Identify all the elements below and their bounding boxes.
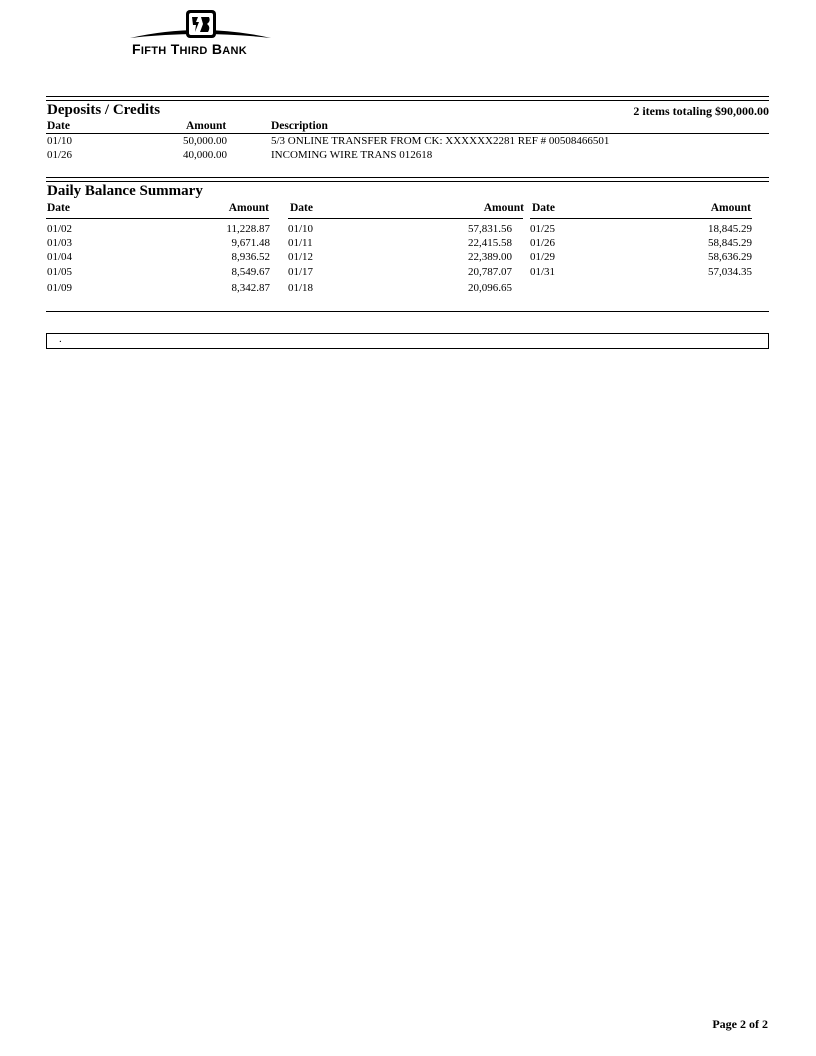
- table-row: [0, 149, 816, 163]
- balance-amount: 57,831.56: [468, 223, 512, 235]
- fifth-third-logo: [128, 8, 273, 58]
- balance-header-amount: Amount: [483, 202, 524, 214]
- balance-amount: 8,549.67: [231, 266, 270, 278]
- message-box: [46, 333, 769, 349]
- balance-date: 01/09: [47, 282, 73, 294]
- deposit-date: 01/26: [47, 149, 73, 161]
- balance-amount: 11,228.87: [226, 223, 270, 235]
- deposits-summary: 2 items totaling $90,000.00: [633, 104, 769, 118]
- balance-date: 01/03: [47, 237, 73, 249]
- deposit-amount: 50,000.00: [183, 135, 227, 147]
- page-number: Page 2 of 2: [712, 1017, 768, 1031]
- balance-date: 01/31: [530, 266, 556, 278]
- header-underline: [288, 218, 523, 219]
- table-row: [0, 135, 816, 149]
- balance-amount: 22,415.58: [468, 237, 512, 249]
- balance-date: 01/26: [530, 237, 556, 249]
- daily-balance-title: Daily Balance Summary: [47, 183, 203, 199]
- balance-date: 01/10: [288, 223, 314, 235]
- balance-amount: 8,936.52: [231, 251, 270, 263]
- balance-amount: 58,845.29: [708, 237, 752, 249]
- balance-header-date: Date: [47, 202, 70, 214]
- deposit-description: INCOMING WIRE TRANS 012618: [271, 149, 433, 161]
- balance-date: 01/18: [288, 282, 314, 294]
- table-row: [0, 251, 816, 266]
- deposits-header-date: Date: [47, 120, 70, 132]
- header-underline: [46, 218, 269, 219]
- section-divider: [46, 100, 769, 101]
- balance-date: 01/05: [47, 266, 73, 278]
- balance-date: 01/11: [288, 237, 313, 249]
- balance-date: 01/04: [47, 251, 73, 263]
- balance-amount: 18,845.29: [708, 223, 752, 235]
- balance-amount: 20,096.65: [468, 282, 512, 294]
- table-row: [0, 266, 816, 281]
- section-divider: [46, 96, 769, 97]
- deposits-header-amount: Amount: [186, 120, 227, 132]
- balance-amount: 20,787.07: [468, 266, 512, 278]
- balance-amount: 22,389.00: [468, 251, 512, 263]
- balance-header-date: Date: [290, 202, 313, 214]
- deposit-date: 01/10: [47, 135, 73, 147]
- balance-amount: 58,636.29: [708, 251, 752, 263]
- header-underline: [530, 218, 752, 219]
- message-text: .: [59, 333, 62, 345]
- table-row: [0, 282, 816, 297]
- bank-name: FIFTH THIRD BANK: [132, 41, 247, 57]
- balance-amount: 57,034.35: [708, 266, 752, 278]
- balance-header-date: Date: [532, 202, 555, 214]
- balance-date: 01/25: [530, 223, 556, 235]
- section-divider: [46, 311, 769, 312]
- balance-header-amount: Amount: [228, 202, 269, 214]
- deposit-amount: 40,000.00: [183, 149, 227, 161]
- deposit-description: 5/3 ONLINE TRANSFER FROM CK: XXXXXX2281 REF # 00508466501: [271, 135, 610, 147]
- fifth-third-logo-icon: [128, 8, 273, 42]
- balance-date: 01/17: [288, 266, 314, 278]
- section-divider: [46, 177, 769, 178]
- balance-date: 01/02: [47, 223, 73, 235]
- balance-header-amount: Amount: [710, 202, 751, 214]
- section-divider: [46, 181, 769, 182]
- deposits-title: Deposits / Credits: [47, 102, 161, 118]
- deposits-header-description: Description: [271, 120, 328, 132]
- balance-date: 01/29: [530, 251, 556, 263]
- balance-amount: 9,671.48: [231, 237, 270, 249]
- table-row: [0, 223, 816, 238]
- balance-amount: 8,342.87: [231, 282, 270, 294]
- balance-date: 01/12: [288, 251, 314, 263]
- header-underline: [46, 133, 769, 134]
- table-row: [0, 237, 816, 252]
